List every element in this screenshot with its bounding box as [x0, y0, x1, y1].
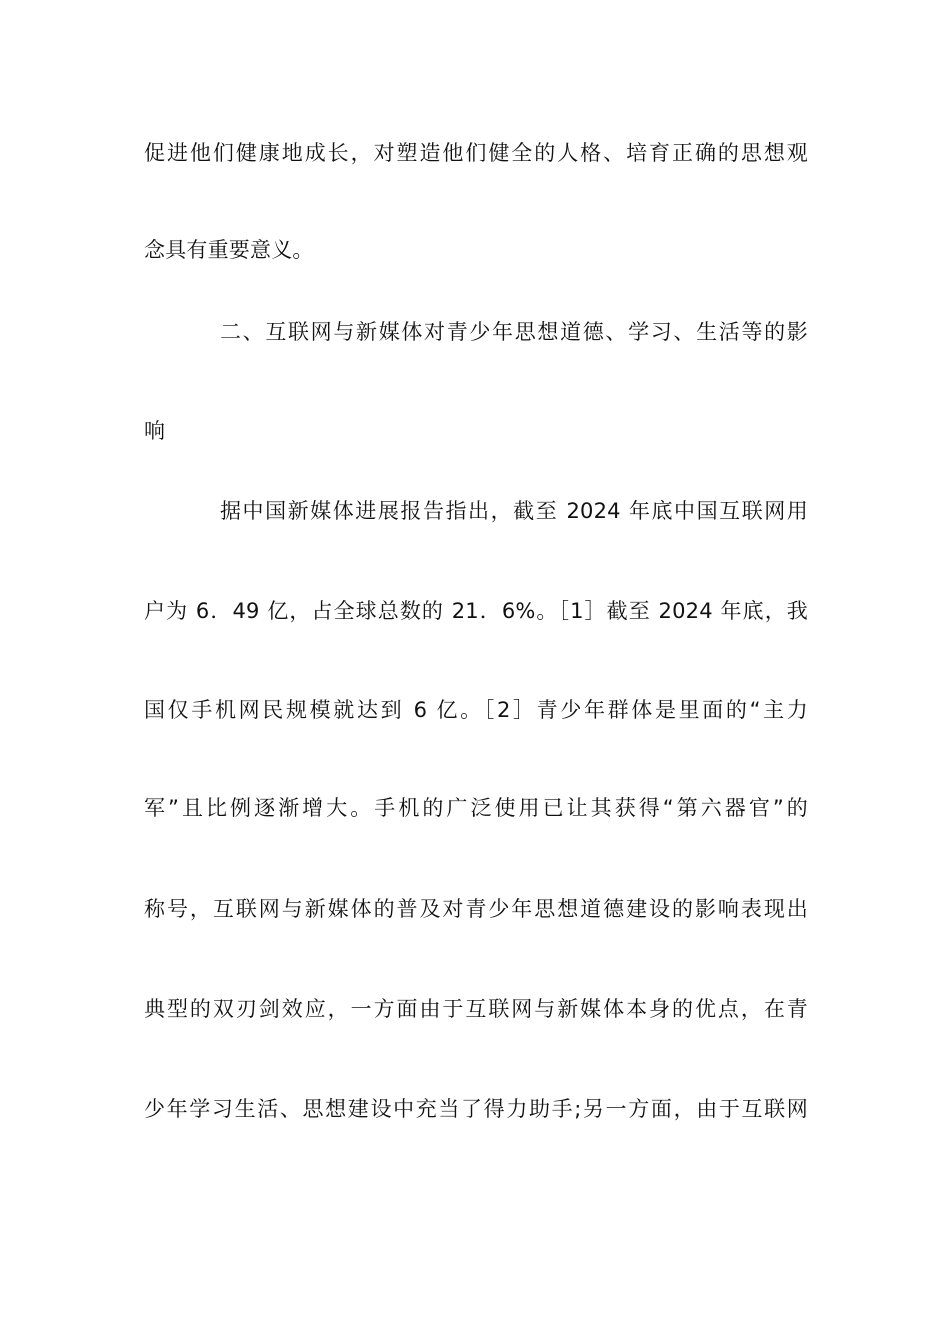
- paragraph-line: 典型的双刃剑效应，一方面由于互联网与新媒体本身的优点，在青: [144, 997, 808, 1021]
- paragraph-line: 户为 6．49 亿，占全球总数的 21．6%。［1］截至 2024 年底，我: [144, 599, 808, 623]
- paragraph-line: 国仅手机网民规模就达到 6 亿。［2］青少年群体是里面的“主力: [144, 698, 808, 722]
- paragraph-line: 军”且比例逐渐增大。手机的广泛使用已让其获得“第六器官”的: [144, 796, 808, 820]
- paragraph-line: 少年学习生活、思想建设中充当了得力助手;另一方面，由于互联网: [144, 1097, 808, 1121]
- paragraph-line: 据中国新媒体进展报告指出，截至 2024 年底中国互联网用: [220, 499, 808, 523]
- paragraph-line: 促进他们健康地成长，对塑造他们健全的人格、培育正确的思想观: [144, 141, 808, 165]
- paragraph-line: 称号，互联网与新媒体的普及对青少年思想道德建设的影响表现出: [144, 897, 808, 921]
- section-heading: 二、互联网与新媒体对青少年思想道德、学习、生活等的影: [220, 320, 808, 344]
- section-heading-continuation: 响: [144, 419, 166, 443]
- paragraph-line: 念具有重要意义。: [144, 238, 314, 262]
